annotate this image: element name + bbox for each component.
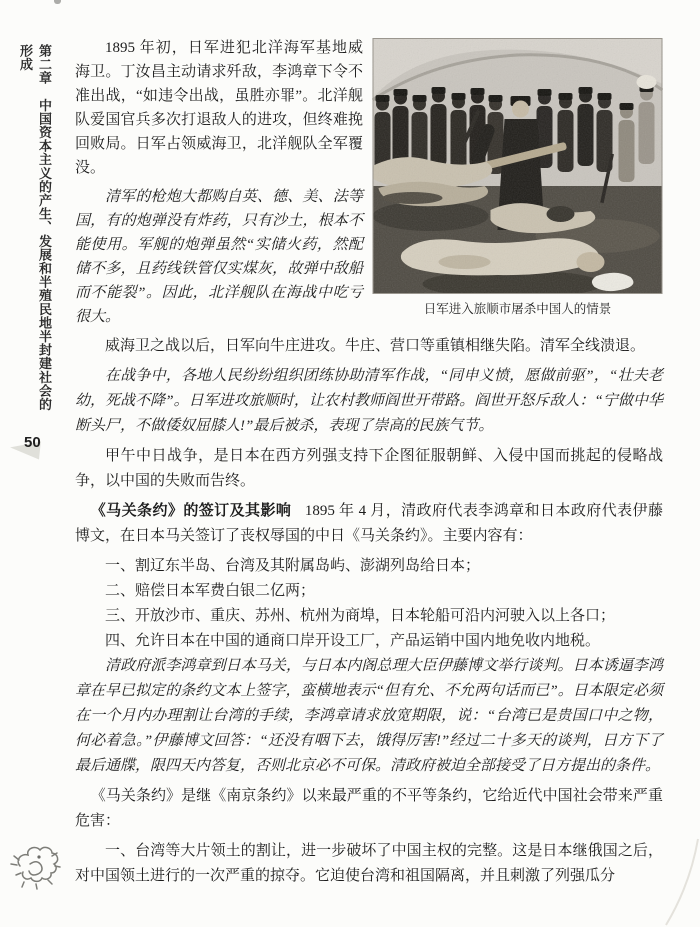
paragraph-war-summary: 甲午中日战争，是日本在西方列强支持下企图征服朝鲜、入侵中国而挑起的侵略战争，以中国的失败而告终。 bbox=[75, 448, 663, 489]
page-content bbox=[75, 36, 663, 894]
paragraph-niuzhuang-retreat: 威海卫之战以后，日军向牛庄进攻。牛庄、营口等重镇相继失陷。清军全线溃退。 bbox=[105, 338, 646, 354]
paragraph-harm-territory: 一、台湾等大片领土的割让，进一步破坏了中国主权的完整。这是日本继俄国之后，对中国领土进行的一次严重的掠夺。它迫使台湾和祖国隔离，并且刺激了列强瓜分 bbox=[75, 843, 663, 884]
treaty-terms-list bbox=[75, 554, 663, 654]
page-number-block bbox=[10, 430, 66, 466]
treaty-term-4: 四、允许日本在中国的通商口岸开设工厂，产品运销中国内地免收内地税。 bbox=[105, 633, 601, 649]
paragraph-reading-people-resistance: 在战争中，各地人民纷纷组织团练协助清军作战，“同申义愤，愿做前驱”，“壮夫老幼，死战不降”。日军进攻旅顺时，让农村教师阎世开带路。阎世开怒斥敌人：“宁做中华断头尸，不做倭奴屈膝人!”最后被杀，表现了崇高的民族气节。 bbox=[75, 368, 663, 434]
paragraph-reading-negotiation: 清政府派李鸿章到日本马关，与日本内阁总理大臣伊藤博文举行谈判。日本诱逼李鸿章在早已拟定的条约文本上签字，蛮横地表示“但有允、不允两句话而已”。日本限定必须在一个月内办理割让台湾的手续，李鸿章请求放宽期限，说：“台湾已是贵国口中之物，何必着急。”伊藤博文回答：“还没有咽下去，饿得厉害!”经过二十多天的谈判，日方下了最后通牒，限四天内答复，否则北京必不可保。清政府被迫全部接受了日方提出的条件。 bbox=[75, 658, 663, 774]
scan-artifact bbox=[54, 0, 61, 4]
page-curl-shading bbox=[660, 837, 700, 927]
paragraph-treaty-harm-intro: 《马关条约》是继《南京条约》以来最严重的不平等条约，它给近代中国社会带来严重危害： bbox=[75, 788, 663, 829]
paragraph-treaty-signing bbox=[75, 499, 663, 549]
photo-figure bbox=[372, 38, 663, 317]
treaty-term-3: 三、开放沙市、重庆、苏州、杭州为商埠，日本轮船可沿内河驶入以上各口； bbox=[105, 608, 616, 624]
massacre-photo bbox=[372, 38, 663, 294]
photo-caption: 日军进入旅顺市屠杀中国人的情景 bbox=[423, 302, 612, 316]
treaty-intro-text: 1895 年 4 月，清政府代表李鸿章和日本政府代表伊藤博文，在日本马关签订了丧权辱国的中日《马关条约》。主要内容有： bbox=[75, 503, 663, 544]
treaty-term-2: 二、赔偿日本军费白银二亿两； bbox=[105, 583, 316, 599]
paragraph-weihaiwei-fall: 1895 年初，日军进犯北洋海军基地威海卫。丁汝昌主动请求歼敌，李鸿章下令不准出战，“如违令出战，虽胜亦罪”。北洋舰队爱国官兵多次打退敌人的进攻，但终难挽回败局。日军占领威海卫，北洋舰队全军覆没。 bbox=[75, 40, 363, 176]
paragraph-reading-qing-weapons: 清军的枪炮大都购自英、德、美、法等国，有的炮弹没有炸药，只有沙土，根本不能使用。军舰的炮弹虽然“实储火药，然配储不多，且药线铁管仅实煤灰，故弹中敌船而不能裂”。因此，北洋舰队在海战中吃亏很大。 bbox=[75, 189, 363, 325]
page-number: 50 bbox=[24, 434, 41, 451]
treaty-section-heading: 《马关条约》的签订及其影响 bbox=[90, 503, 292, 519]
treaty-term-1: 一、割辽东半岛、台湾及其附属岛屿、澎湖列岛给日本； bbox=[105, 558, 481, 574]
dragon-ornament-icon bbox=[8, 842, 62, 890]
chapter-title-vertical: 第二章 中国资本主义的产生、发展和半殖民地半封建社会的形成 bbox=[18, 44, 52, 412]
